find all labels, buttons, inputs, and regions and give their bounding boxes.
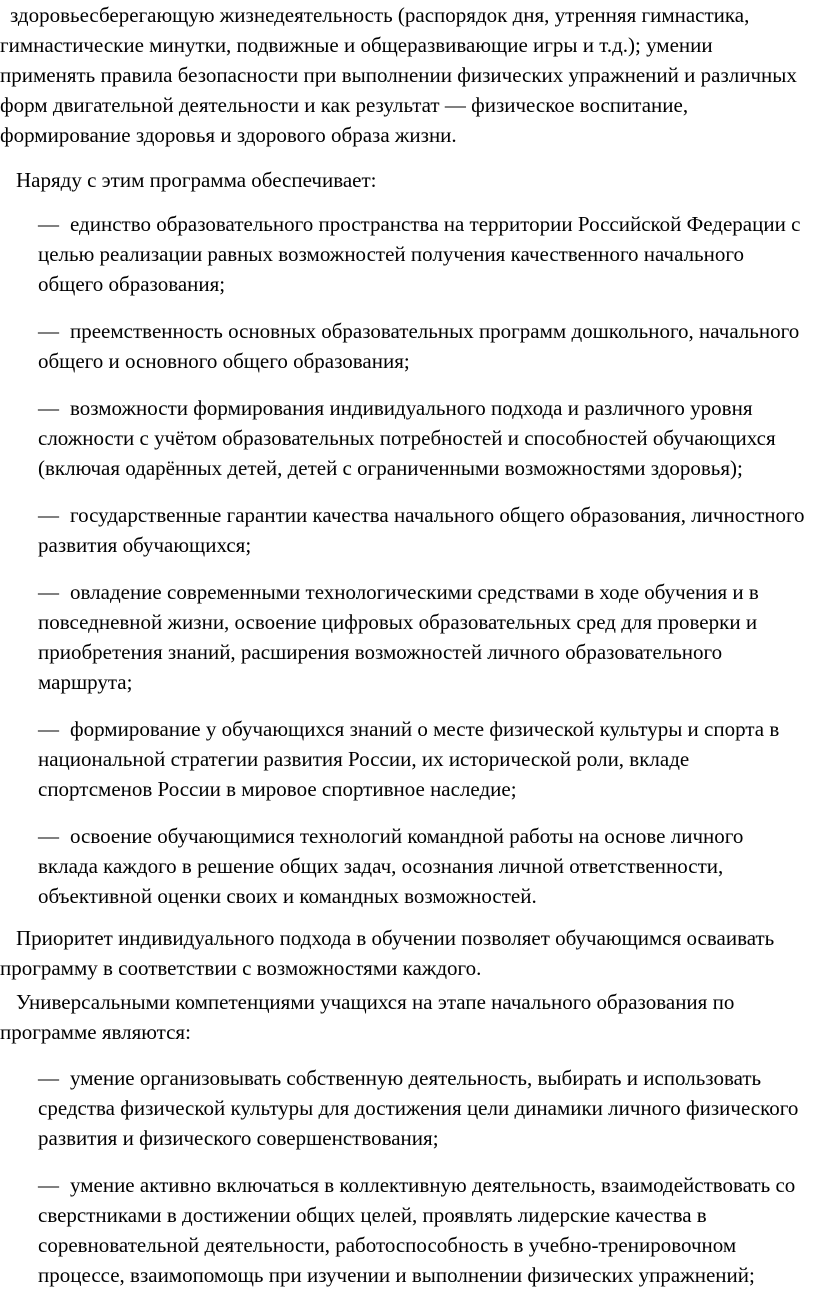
dash-bullet: — [38, 1173, 59, 1197]
list-item [38, 209, 808, 299]
list-item-text: умение активно включаться в коллективную деятельность, взаимодействовать со сверстниками в достижении общих целей, проявлять лидерские качества в соревновательной деятельности, работоспособность в учебно-тренировочном процессе, взаимопомощь при изучении и выполнении физических упражнений; [38, 1173, 796, 1287]
list-item [38, 393, 808, 483]
list-item [38, 714, 808, 804]
guarantees-list [0, 209, 816, 911]
list-item [38, 1170, 808, 1290]
dash-bullet: — [38, 580, 59, 604]
list-item-text: умение организовывать собственную деятельность, выбирать и использовать средства физической культуры для достижения цели динамики личного физического развития и физического совершенствования; [38, 1066, 799, 1150]
intro-paragraph: здоровьесберегающую жизнедеятельность (распорядок дня, утренняя гимнастика, гимнастические минутки, подвижные и общеразвивающие игры и т.д.); умении применять правила безопасности при выполнении физических упражнений и различных форм двигательной деятельности и как результат — физическое воспитание, формирование здоровья и здорового образа жизни. [0, 3, 797, 147]
list-item [38, 316, 808, 376]
universal-competencies-paragraph: Универсальными компетенциями учащихся на этапе начального образования по программе являются: [0, 990, 735, 1044]
list-item-text: формирование у обучающихся знаний о месте физической культуры и спорта в национальной стратегии развития России, их исторической роли, вкладе спортсменов России в мировое спортивное наследие; [38, 717, 780, 801]
dash-bullet: — [38, 212, 59, 236]
list-item [38, 577, 808, 697]
list-item-text: освоение обучающимися технологий командной работы на основе личного вклада каждого в решение общих задач, осознания личной ответственности, объективной оценки своих и командных возможностей. [38, 824, 744, 908]
dash-bullet: — [38, 319, 59, 343]
list-item-text: единство образовательного пространства на территории Российской Федерации с целью реализации равных возможностей получения качественного начального общего образования; [38, 212, 801, 296]
dash-bullet: — [38, 503, 59, 527]
list-item [38, 821, 808, 911]
list-item [38, 500, 808, 560]
competencies-list [0, 1063, 816, 1290]
dash-bullet: — [38, 1066, 59, 1090]
list-item-text: преемственность основных образовательных программ дошкольного, начального общего и основного общего образования; [38, 319, 800, 373]
dash-bullet: — [38, 396, 59, 420]
priority-paragraph: Приоритет индивидуального подхода в обучении позволяет обучающимся осваивать программу в соответствии с возможностями каждого. [0, 926, 775, 980]
list-item [38, 1063, 808, 1153]
list-item-text: возможности формирования индивидуального подхода и различного уровня сложности с учётом образовательных потребностей и способностей обучающихся (включая одарённых детей, детей с ограниченными возможностями здоровья); [38, 396, 776, 480]
along-with-paragraph: Наряду с этим программа обеспечивает: [16, 168, 377, 192]
dash-bullet: — [38, 824, 59, 848]
dash-bullet: — [38, 717, 59, 741]
list-item-text: овладение современными технологическими средствами в ходе обучения и в повседневной жизни, освоение цифровых образовательных сред для проверки и приобретения знаний, расширения возможностей личного образовательного маршрута; [38, 580, 759, 694]
list-item-text: государственные гарантии качества начального общего образования, личностного развития обучающихся; [38, 503, 805, 557]
